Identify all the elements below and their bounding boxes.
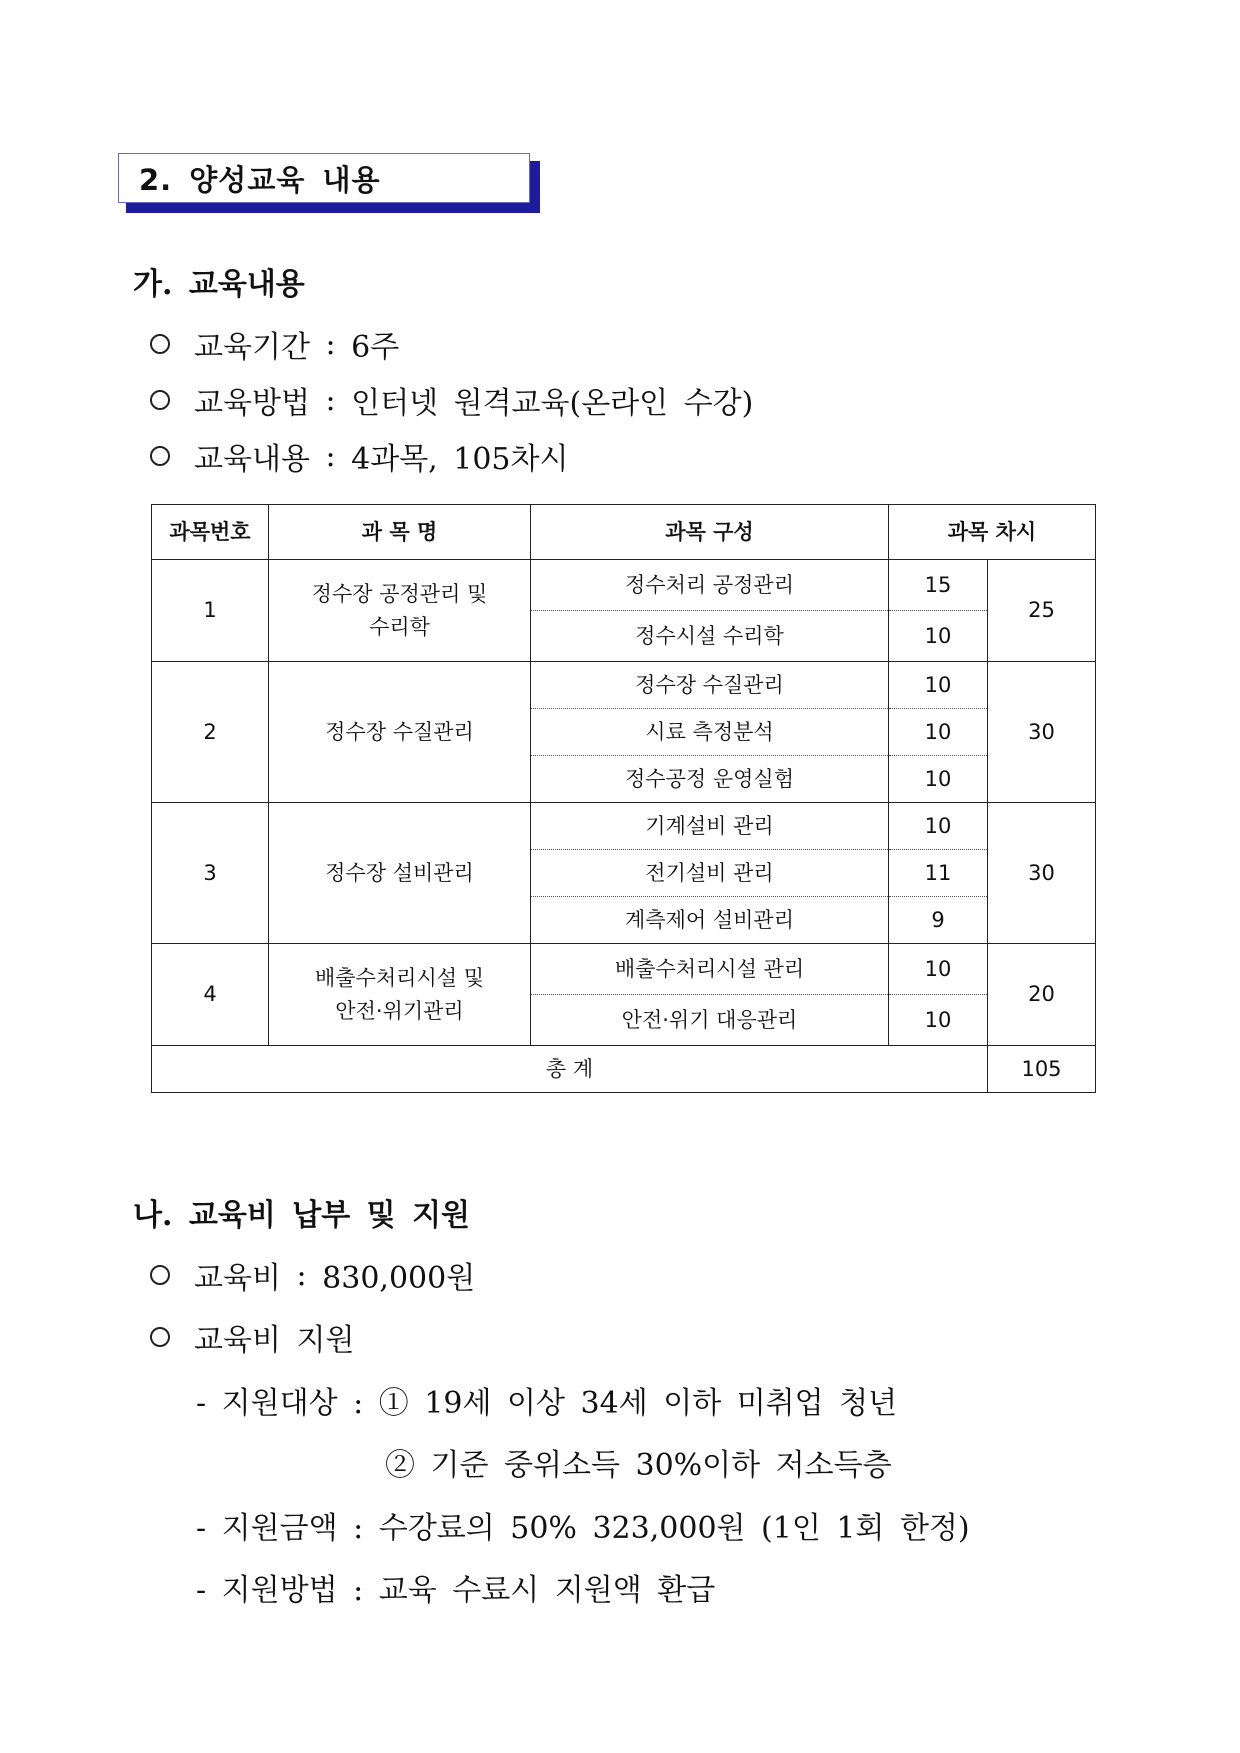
component-name: 시료 측정분석 — [531, 709, 889, 756]
support-target — [196, 1378, 897, 1422]
table-row — [152, 560, 1096, 611]
component-hours: 10 — [889, 611, 988, 662]
bullet-value: 830,000원 — [322, 1261, 476, 1296]
component-hours: 11 — [889, 850, 988, 897]
bullet-label: 교육비 — [194, 1261, 281, 1296]
heading-fee-support: 나. 교육비 납부 및 지원 — [133, 1198, 471, 1233]
subject-total-hours: 30 — [988, 803, 1096, 944]
support-target-line1: ① 19세 이상 34세 이하 미취업 청년 — [378, 1386, 898, 1421]
support-amount-value: 수강료의 50% 323,000원 (1인 1회 한정) — [378, 1511, 970, 1546]
component-hours: 15 — [889, 560, 988, 611]
support-target-line2: ② 기준 중위소득 30%이하 저소득층 — [385, 1448, 892, 1483]
subject-name — [269, 662, 531, 803]
subject-name-line: 배출수처리시설 및 — [315, 965, 484, 990]
component-hours: 10 — [889, 944, 988, 995]
header-subject-composition: 과목 구성 — [531, 505, 889, 560]
support-method — [196, 1565, 715, 1609]
bullet-education-period — [150, 322, 399, 366]
heading-education-content: 가. 교육내용 — [133, 267, 305, 302]
component-name: 정수처리 공정관리 — [531, 560, 889, 611]
subject-name — [269, 560, 531, 662]
component-name: 정수장 수질관리 — [531, 662, 889, 709]
subject-name — [269, 944, 531, 1046]
bullet-fee — [150, 1253, 475, 1297]
subject-no: 4 — [152, 944, 269, 1046]
bullet-education-content — [150, 434, 568, 478]
table-row — [152, 662, 1096, 709]
support-amount-label: - 지원금액 — [196, 1511, 338, 1546]
bullet-sep: : — [325, 382, 336, 418]
circle-bullet-icon — [150, 1327, 170, 1347]
circle-bullet-icon — [150, 1265, 170, 1285]
section-title-box — [118, 153, 532, 205]
header-subject-no: 과목번호 — [152, 505, 269, 560]
component-name: 계측제어 설비관리 — [531, 897, 889, 944]
bullet-education-method — [150, 378, 753, 422]
subject-name-line: 안전·위기관리 — [335, 998, 464, 1023]
component-hours: 10 — [889, 756, 988, 803]
support-method-sep: : — [353, 1573, 364, 1608]
table-total-row — [152, 1046, 1096, 1093]
bullet-value: 4과목, 105차시 — [351, 442, 569, 477]
bullet-sep: : — [296, 1257, 307, 1293]
bullet-value: 6주 — [351, 330, 400, 365]
support-target-label: - 지원대상 — [196, 1386, 338, 1421]
support-amount — [196, 1503, 970, 1547]
component-hours: 10 — [889, 995, 988, 1046]
subject-total-hours: 25 — [988, 560, 1096, 662]
subject-name-line: 정수장 공정관리 및 — [311, 581, 488, 606]
component-hours: 10 — [889, 662, 988, 709]
component-hours: 9 — [889, 897, 988, 944]
subject-name — [269, 803, 531, 944]
bullet-sep: : — [325, 326, 336, 362]
subject-no: 3 — [152, 803, 269, 944]
bullet-label: 교육내용 — [194, 442, 310, 477]
circle-bullet-icon — [150, 446, 170, 466]
subject-total-hours: 20 — [988, 944, 1096, 1046]
support-method-label: - 지원방법 — [196, 1573, 338, 1608]
subject-name-line: 수리학 — [369, 614, 430, 639]
header-subject-name: 과 목 명 — [269, 505, 531, 560]
course-table — [151, 504, 1096, 1093]
bullet-value: 인터넷 원격교육(온라인 수강) — [351, 386, 754, 421]
subject-no: 2 — [152, 662, 269, 803]
bullet-sep: : — [325, 438, 336, 474]
circle-bullet-icon — [150, 334, 170, 354]
component-name: 기계설비 관리 — [531, 803, 889, 850]
support-method-value: 교육 수료시 지원액 환급 — [378, 1573, 716, 1608]
section-title-face — [118, 153, 530, 203]
section-title: 2. 양성교육 내용 — [139, 162, 381, 197]
support-amount-sep: : — [353, 1511, 364, 1546]
table-row — [152, 944, 1096, 995]
header-subject-hours: 과목 차시 — [889, 505, 1096, 560]
bullet-label: 교육방법 — [194, 386, 310, 421]
subject-no: 1 — [152, 560, 269, 662]
total-value: 105 — [988, 1046, 1096, 1093]
subject-name-line: 정수장 설비관리 — [325, 860, 474, 885]
total-label: 총 계 — [152, 1046, 988, 1093]
bullet-label: 교육비 지원 — [194, 1323, 355, 1358]
bullet-fee-support — [150, 1315, 354, 1359]
subject-total-hours: 30 — [988, 662, 1096, 803]
bullet-label: 교육기간 — [194, 330, 310, 365]
support-target-sep: : — [353, 1386, 364, 1421]
table-row — [152, 803, 1096, 850]
component-name: 정수공정 운영실험 — [531, 756, 889, 803]
circle-bullet-icon — [150, 390, 170, 410]
component-hours: 10 — [889, 803, 988, 850]
component-name: 정수시설 수리학 — [531, 611, 889, 662]
table-header-row — [152, 505, 1096, 560]
component-name: 안전·위기 대응관리 — [531, 995, 889, 1046]
component-name: 배출수처리시설 관리 — [531, 944, 889, 995]
subject-name-line: 정수장 수질관리 — [325, 719, 474, 744]
component-hours: 10 — [889, 709, 988, 756]
component-name: 전기설비 관리 — [531, 850, 889, 897]
